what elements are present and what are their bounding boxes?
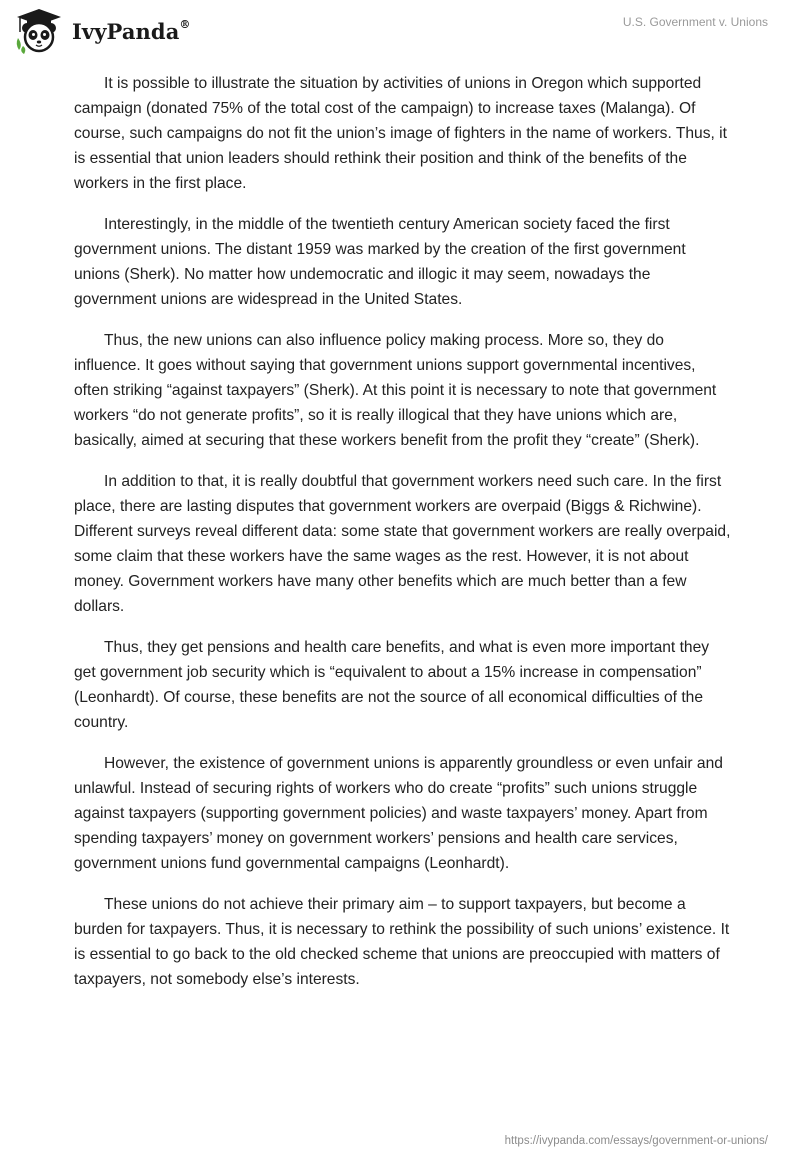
- panda-graduate-icon: [14, 8, 64, 54]
- paragraph: Interestingly, in the middle of the twentieth century American society faced the first government unions. The distant 1959 was marked by the creation of the first government unions (Sherk). No matter how undemocratic and illogic it may seem, nowadays the government unions are widespread in the United States.: [74, 216, 686, 308]
- essay-body: [74, 71, 734, 1008]
- ivypanda-logo[interactable]: [14, 8, 191, 54]
- paragraph: Thus, they get pensions and health care benefits, and what is even more important they get government job security which is “equivalent to about a 15% increase in compensation” (Leonhardt). Of course, these benefits are not the source of all economical difficulties of the country.: [74, 639, 710, 731]
- registered-mark: ®: [179, 17, 191, 31]
- paragraph: In addition to that, it is really doubtful that government workers need such care. In the first place, there are lasting disputes that government workers are overpaid (Biggs & Richwine). Different surveys reveal different data: some state that government workers are really overpaid, some claim that these workers have the same wages as the rest. However, it is not about money. Government workers have many other benefits which are much better than a few dollars.: [74, 473, 731, 615]
- document-title: U.S. Government v. Unions: [622, 15, 768, 29]
- brand-name-text: IvyPanda: [72, 18, 180, 44]
- paragraph: It is possible to illustrate the situation by activities of unions in Oregon which supported campaign (donated 75% of the total cost of the campaign) to increase taxes (Malanga). Of course, such campaigns do not fit the union’s image of fighters in the name of workers. Thus, it is essential that union leaders should rethink their position and think of the benefits of the workers in the first place.: [74, 75, 727, 192]
- paragraph: However, the existence of government unions is apparently groundless or even unfair and unlawful. Instead of securing rights of workers who do create “profits” such unions struggle against taxpayers (supporting government policies) and waste taxpayers’ money. Apart from spending taxpayers’ money on government workers’ pensions and health care services, government unions fund governmental campaigns (Leonhardt).: [74, 755, 723, 872]
- brand-name: [72, 19, 191, 44]
- paragraph: Thus, the new unions can also influence policy making process. More so, they do influence. It goes without saying that government unions support governmental incentives, often striking “against taxpayers” (Sherk). At this point it is necessary to note that government workers “do not generate profits”, so it is really illogical that they have unions which are, basically, aimed at securing that these workers benefit from the profit they “create” (Sherk).: [74, 332, 717, 449]
- source-url-link[interactable]: https://ivypanda.com/essays/government-or-unions/: [504, 1135, 768, 1147]
- paragraph: These unions do not achieve their primary aim – to support taxpayers, but become a burden for taxpayers. Thus, it is necessary to rethink the possibility of such unions’ existence. It is essential to go back to the old checked scheme that unions are preoccupied with matters of taxpayers, not somebody else’s interests.: [74, 896, 730, 988]
- page-header: [0, 0, 800, 60]
